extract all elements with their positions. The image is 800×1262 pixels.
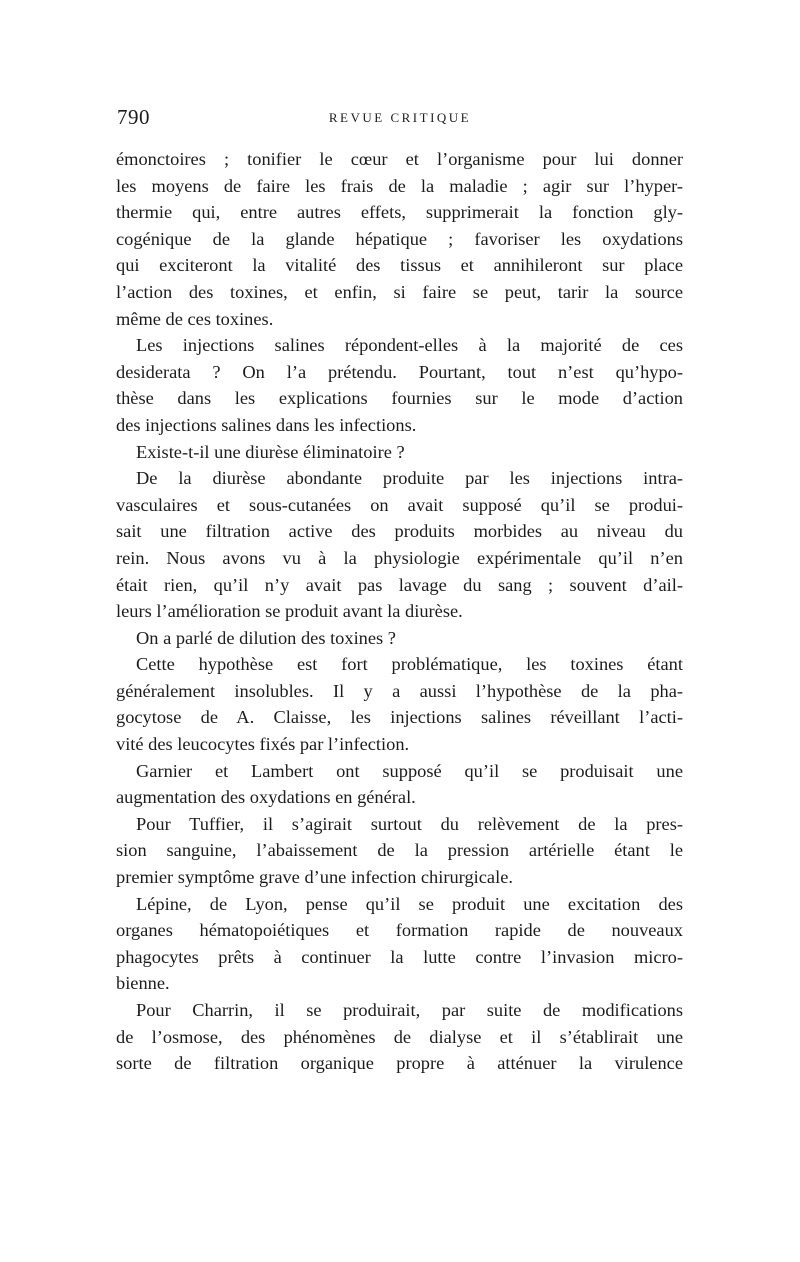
text-line: les moyens de faire les frais de la maladie ; agir sur l’hyper- [116, 175, 683, 196]
text-line: Pour Tuffier, il s’agirait surtout du relèvement de la pres- [136, 813, 683, 834]
text-line: vasculaires et sous-cutanées on avait supposé qu’il se produi- [116, 494, 683, 515]
text-line: généralement insolubles. Il y a aussi l’hypothèse de la pha- [116, 680, 683, 701]
text-line: premier symptôme grave d’une infection chirurgicale. [116, 867, 513, 888]
text-line: Cette hypothèse est fort problématique, les toxines étant [136, 654, 683, 675]
text-line: Garnier et Lambert ont supposé qu’il se produisait une [136, 760, 683, 781]
text-line: sait une filtration active des produits morbides au niveau du [116, 521, 683, 542]
page-number: 790 [117, 105, 150, 129]
text-line: Lépine, de Lyon, pense qu’il se produit une excitation des [136, 893, 683, 914]
text-line: thèse dans les explications fournies sur le mode d’action [116, 388, 683, 409]
text-line: l’action des toxines, et enfin, si faire se peut, tarir la source [116, 281, 683, 302]
text-line: organes hématopoiétiques et formation rapide de nouveaux [116, 920, 683, 941]
text-line: augmentation des oxydations en général. [116, 787, 416, 808]
text-line: qui exciteront la vitalité des tissus et annihileront sur place [116, 255, 683, 276]
text-line: rein. Nous avons vu à la physiologie expérimentale qu’il n’en [116, 547, 683, 568]
text-line: Existe-t-il une diurèse éliminatoire ? [136, 441, 405, 462]
text-line: thermie qui, entre autres effets, supprimerait la fonction gly- [116, 202, 683, 223]
text-line: sion sanguine, l’abaissement de la pression artérielle étant le [116, 840, 683, 861]
text-line: Pour Charrin, il se produirait, par suite de modifications [136, 1000, 683, 1020]
text-line: bienne. [116, 973, 170, 994]
text-line: cogénique de la glande hépatique ; favoriser les oxydations [116, 228, 683, 249]
body-text [116, 146, 683, 1077]
text-line: On a parlé de dilution des toxines ? [136, 627, 396, 648]
running-title: REVUE CRITIQUE [328, 110, 472, 125]
text-line: de l’osmose, des phénomènes de dialyse et il s’établirait une [116, 1026, 683, 1047]
text-line: sorte de filtration organique propre à atténuer la virulence [116, 1053, 683, 1074]
text-line: des injections salines dans les infections. [116, 414, 417, 435]
text-line: phagocytes prêts à continuer la lutte contre l’invasion micro- [116, 946, 683, 967]
text-line: De la diurèse abondante produite par les injections intra- [136, 468, 683, 489]
text-line: desiderata ? On l’a prétendu. Pourtant, tout n’est qu’hypo- [116, 361, 683, 382]
text-line: leurs l’amélioration se produit avant la diurèse. [116, 601, 463, 622]
text-line: même de ces toxines. [116, 308, 274, 329]
text-line: émonctoires ; tonifier le cœur et l’organisme pour lui donner [116, 149, 683, 169]
text-line: gocytose de A. Claisse, les injections salines réveillant l’acti- [116, 707, 683, 728]
text-line: Les injections salines répondent-elles à la majorité de ces [136, 335, 683, 356]
text-line: vité des leucocytes fixés par l’infection. [116, 734, 410, 755]
text-line: était rien, qu’il n’y avait pas lavage du sang ; souvent d’ail- [116, 574, 683, 595]
